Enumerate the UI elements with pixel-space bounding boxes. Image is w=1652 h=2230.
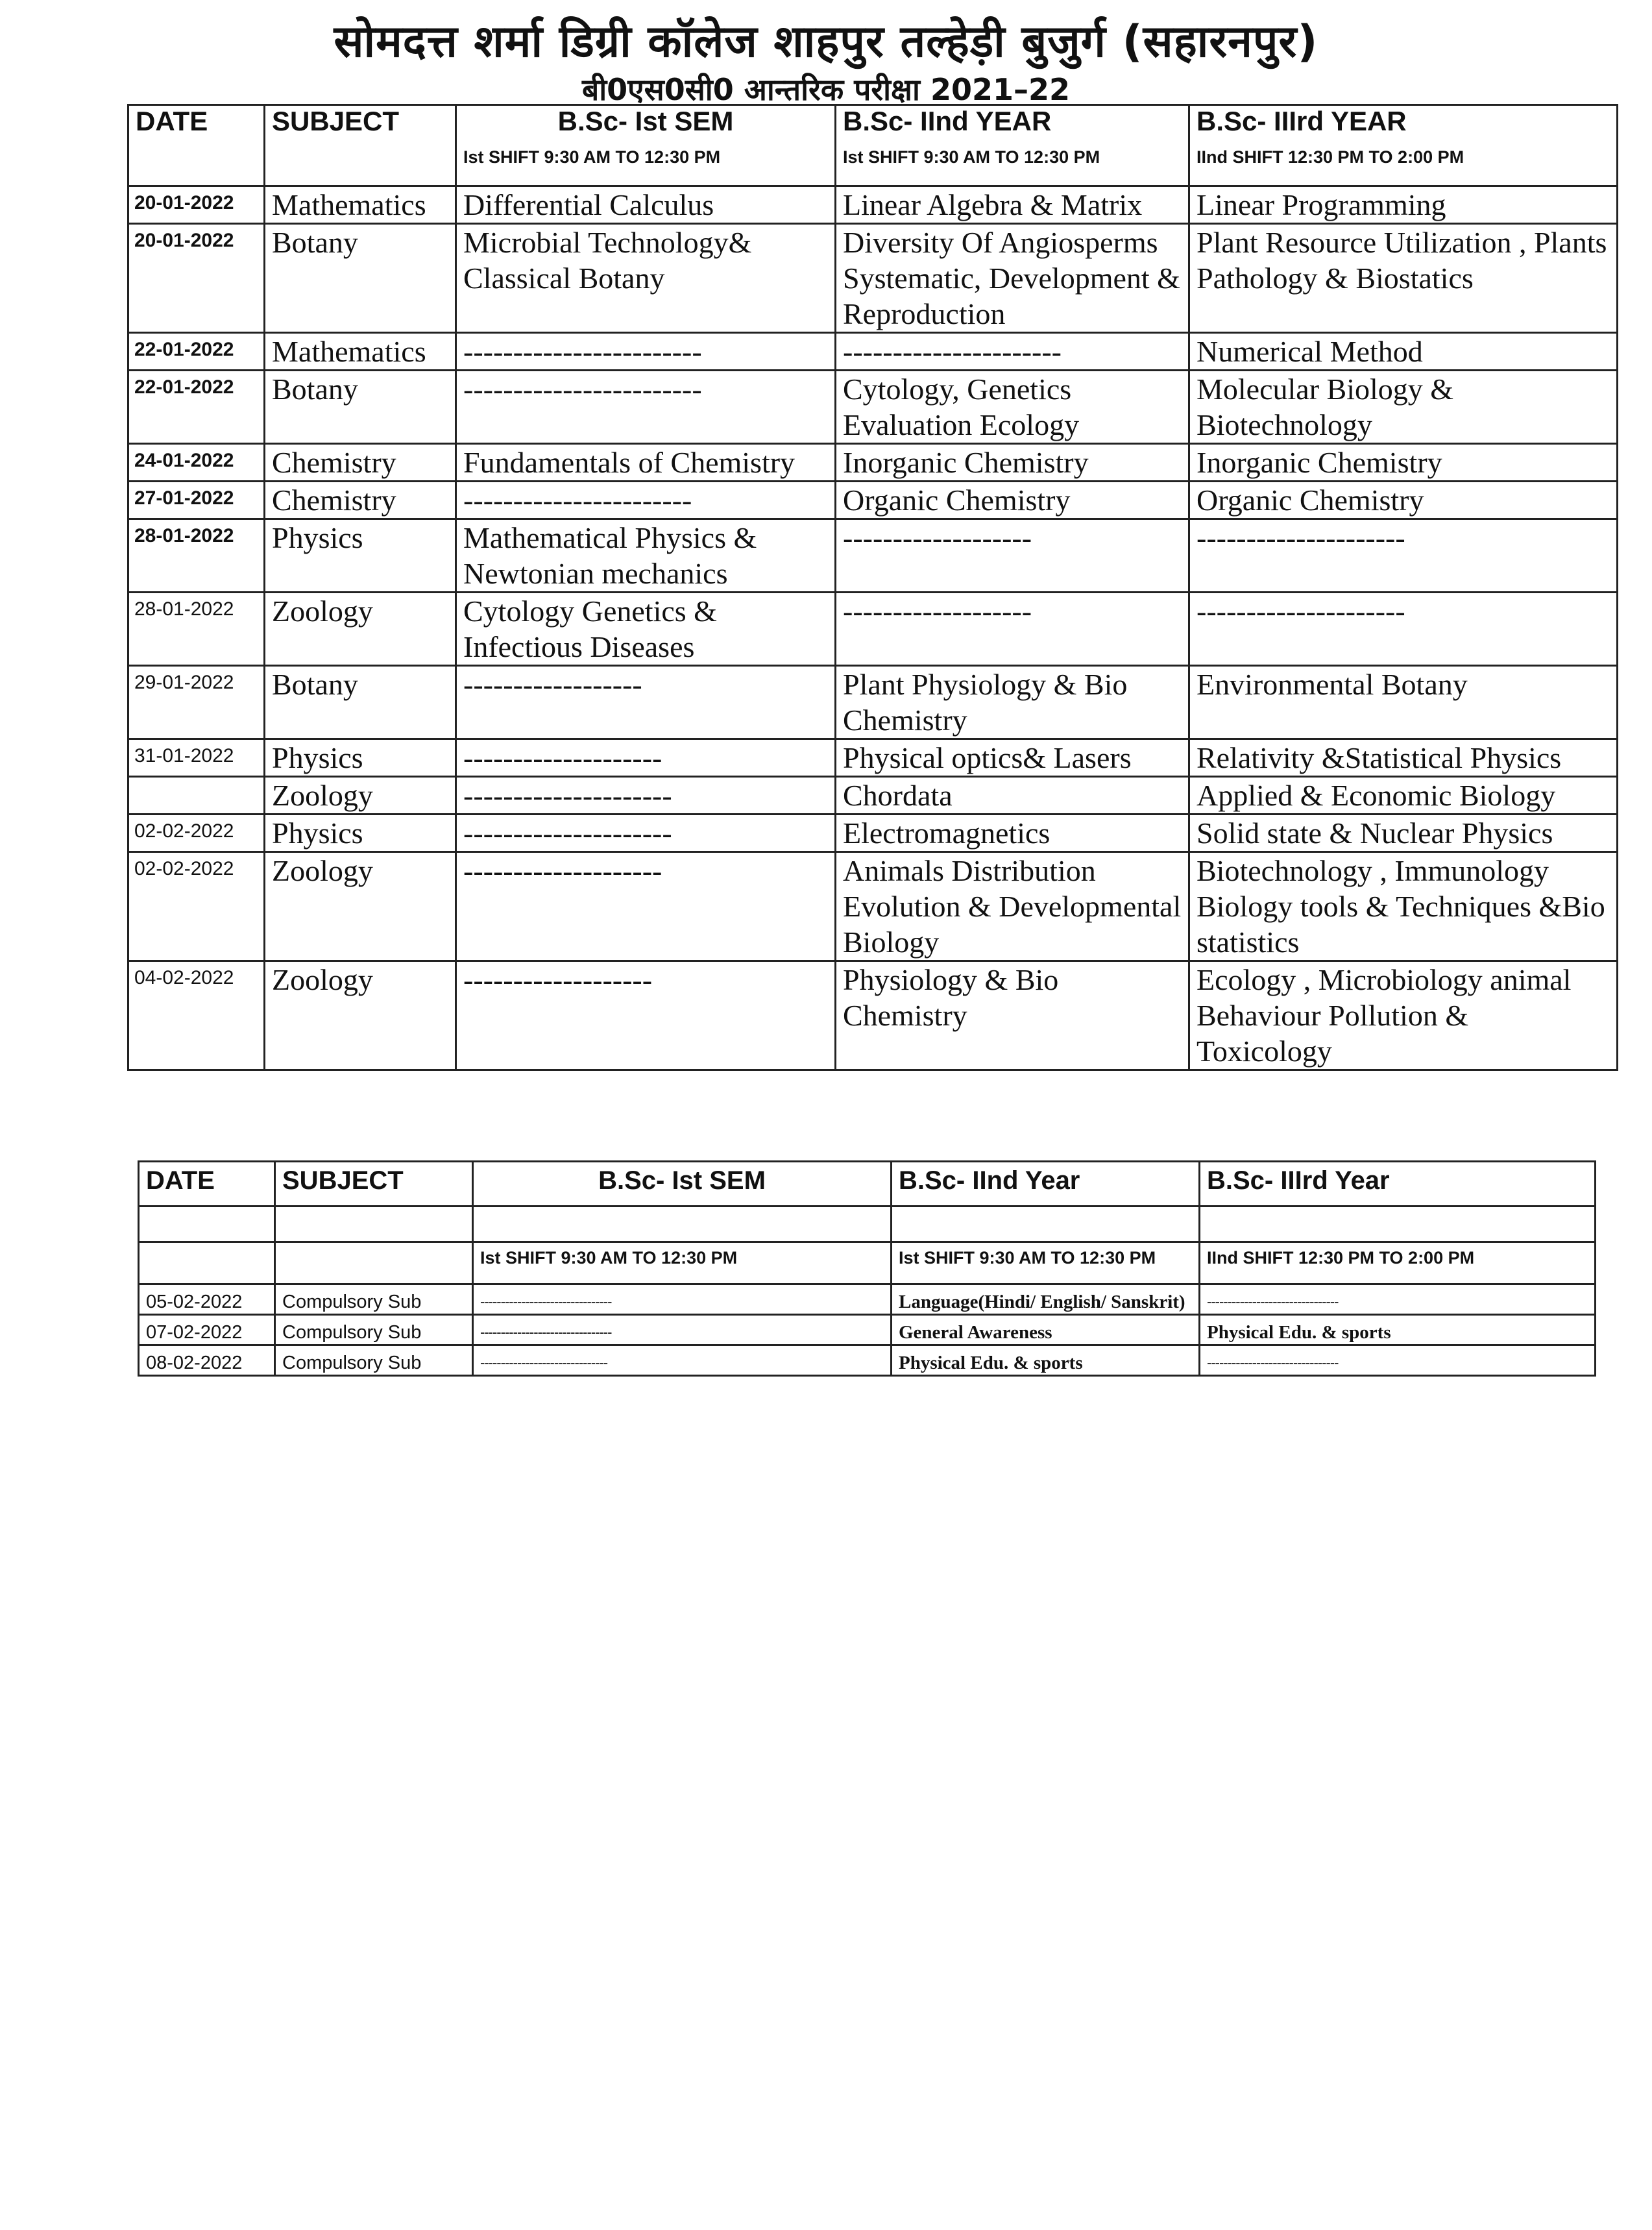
year2-cell: Plant Physiology & Bio Chemistry [836, 666, 1189, 739]
subject-cell: Compulsory Sub [275, 1315, 473, 1345]
sem1-cell: -------------------- [456, 739, 836, 777]
shift-year2: Ist SHIFT 9:30 AM TO 12:30 PM [892, 1242, 1200, 1284]
date-cell: 29-01-2022 [128, 666, 265, 739]
table-row [139, 1315, 1596, 1345]
subject-cell: Compulsory Sub [275, 1284, 473, 1315]
sem1-cell: Cytology Genetics & Infectious Diseases [456, 593, 836, 666]
shift-blank [275, 1242, 473, 1284]
shift-sem1: Ist SHIFT 9:30 AM TO 12:30 PM [456, 143, 836, 186]
year3-cell: --------------------- [1189, 519, 1618, 593]
timetable-main [127, 104, 1618, 1071]
shift-blank [139, 1242, 275, 1284]
table-row [128, 371, 1618, 444]
year2-cell: Cytology, Genetics Evaluation Ecology [836, 371, 1189, 444]
table-row [128, 961, 1618, 1070]
date-cell: 07-02-2022 [139, 1315, 275, 1345]
date-cell: 22-01-2022 [128, 333, 265, 371]
year2-cell: Physical Edu. & sports [892, 1345, 1200, 1376]
subject-cell: Physics [265, 739, 456, 777]
table-row [128, 593, 1618, 666]
blank-cell [892, 1207, 1200, 1242]
table-row [128, 666, 1618, 739]
year3-cell: Inorganic Chemistry [1189, 444, 1618, 482]
year2-cell: ------------------- [836, 519, 1189, 593]
blank-cell [139, 1207, 275, 1242]
year2-cell: Chordata [836, 777, 1189, 815]
col-header-year3: B.Sc- IIIrd YEAR [1189, 105, 1618, 144]
blank-cell [473, 1207, 892, 1242]
year3-cell: Biotechnology , Immunology Biology tools & Techniques &Bio statistics [1189, 852, 1618, 961]
blank-row [139, 1207, 1596, 1242]
year2-cell: ---------------------- [836, 333, 1189, 371]
year2-cell: Physical optics& Lasers [836, 739, 1189, 777]
table-row [128, 777, 1618, 815]
col-header-sem1: B.Sc- Ist SEM [473, 1162, 892, 1207]
date-cell: 20-01-2022 [128, 186, 265, 224]
sem1-cell: ------------------ [456, 666, 836, 739]
date-cell: 05-02-2022 [139, 1284, 275, 1315]
year2-cell: Organic Chemistry [836, 482, 1189, 519]
date-cell [128, 777, 265, 815]
table-row [128, 852, 1618, 961]
subject-cell: Zoology [265, 593, 456, 666]
col-header-year2: B.Sc- IInd Year [892, 1162, 1200, 1207]
subject-cell: Physics [265, 815, 456, 852]
table-row [128, 186, 1618, 224]
year2-cell: Physiology & Bio Chemistry [836, 961, 1189, 1070]
sem1-cell: ------------------- [456, 961, 836, 1070]
year3-cell: Numerical Method [1189, 333, 1618, 371]
sem1-cell: Differential Calculus [456, 186, 836, 224]
date-cell: 04-02-2022 [128, 961, 265, 1070]
table-row [128, 224, 1618, 333]
shift-row [139, 1242, 1596, 1284]
year3-cell: Environmental Botany [1189, 666, 1618, 739]
date-cell: 28-01-2022 [128, 593, 265, 666]
subject-cell: Zoology [265, 777, 456, 815]
year3-cell: Relativity &Statistical Physics [1189, 739, 1618, 777]
sem1-cell: Mathematical Physics & Newtonian mechanics [456, 519, 836, 593]
header-row [128, 105, 1618, 144]
year3-cell: Plant Resource Utilization , Plants Pathology & Biostatics [1189, 224, 1618, 333]
shift-blank [265, 143, 456, 186]
shift-year3: IInd SHIFT 12:30 PM TO 2:00 PM [1200, 1242, 1596, 1284]
date-cell: 08-02-2022 [139, 1345, 275, 1376]
timetable-compulsory [138, 1160, 1596, 1377]
table-row [128, 739, 1618, 777]
table-row [128, 333, 1618, 371]
year3-cell: Physical Edu. & sports [1200, 1315, 1596, 1345]
date-cell: 28-01-2022 [128, 519, 265, 593]
subject-cell: Zoology [265, 961, 456, 1070]
table-row [128, 482, 1618, 519]
col-header-sem1: B.Sc- Ist SEM [456, 105, 836, 144]
year2-cell: Animals Distribution Evolution & Developmental Biology [836, 852, 1189, 961]
shift-blank [128, 143, 265, 186]
year2-cell: Linear Algebra & Matrix [836, 186, 1189, 224]
exam-title: बी0एस0सी0 आन्तरिक परीक्षा 2021–22 [581, 72, 1071, 107]
shift-year3: IInd SHIFT 12:30 PM TO 2:00 PM [1189, 143, 1618, 186]
year3-cell: Molecular Biology & Biotechnology [1189, 371, 1618, 444]
date-cell: 02-02-2022 [128, 852, 265, 961]
year2-cell: General Awareness [892, 1315, 1200, 1345]
sem1-cell: -------------------- [456, 852, 836, 961]
subject-cell: Botany [265, 371, 456, 444]
sem1-cell: ------------------------------- [473, 1345, 892, 1376]
blank-cell [275, 1207, 473, 1242]
date-cell: 31-01-2022 [128, 739, 265, 777]
subject-cell: Compulsory Sub [275, 1345, 473, 1376]
sem1-cell: -------------------------------- [473, 1315, 892, 1345]
table-row [139, 1284, 1596, 1315]
year2-cell: Language(Hindi/ English/ Sanskrit) [892, 1284, 1200, 1315]
date-cell: 27-01-2022 [128, 482, 265, 519]
subject-cell: Botany [265, 666, 456, 739]
date-cell: 24-01-2022 [128, 444, 265, 482]
year3-cell: --------------------- [1189, 593, 1618, 666]
college-title: सोमदत्त शर्मा डिग्री कॉलेज शाहपुर तल्हेड़ी बुजुर्ग (सहारनपुर) [334, 16, 1318, 67]
sem1-cell: ------------------------ [456, 333, 836, 371]
year3-cell: Linear Programming [1189, 186, 1618, 224]
subject-cell: Zoology [265, 852, 456, 961]
table-row [139, 1345, 1596, 1376]
year3-cell: Applied & Economic Biology [1189, 777, 1618, 815]
year3-cell: Organic Chemistry [1189, 482, 1618, 519]
sem1-cell: ----------------------- [456, 482, 836, 519]
date-cell: 20-01-2022 [128, 224, 265, 333]
subject-cell: Mathematics [265, 186, 456, 224]
year3-cell: Ecology , Microbiology animal Behaviour Pollution & Toxicology [1189, 961, 1618, 1070]
sem1-cell: -------------------------------- [473, 1284, 892, 1315]
year3-cell: -------------------------------- [1200, 1345, 1596, 1376]
sem1-cell: ------------------------ [456, 371, 836, 444]
sem1-cell: Microbial Technology& Classical Botany [456, 224, 836, 333]
date-cell: 02-02-2022 [128, 815, 265, 852]
shift-sem1: Ist SHIFT 9:30 AM TO 12:30 PM [473, 1242, 892, 1284]
subject-cell: Mathematics [265, 333, 456, 371]
col-header-year3: B.Sc- IIIrd Year [1200, 1162, 1596, 1207]
blank-cell [1200, 1207, 1596, 1242]
table-row [128, 444, 1618, 482]
date-cell: 22-01-2022 [128, 371, 265, 444]
shift-year2: Ist SHIFT 9:30 AM TO 12:30 PM [836, 143, 1189, 186]
sem1-cell: --------------------- [456, 777, 836, 815]
shift-row [128, 143, 1618, 186]
year3-cell: Solid state & Nuclear Physics [1189, 815, 1618, 852]
year2-cell: Diversity Of Angiosperms Systematic, Development & Reproduction [836, 224, 1189, 333]
col-header-subject: SUBJECT [275, 1162, 473, 1207]
col-header-subject: SUBJECT [265, 105, 456, 144]
col-header-date: DATE [139, 1162, 275, 1207]
table-row [128, 519, 1618, 593]
year2-cell: ------------------- [836, 593, 1189, 666]
col-header-year2: B.Sc- IInd YEAR [836, 105, 1189, 144]
sem1-cell: Fundamentals of Chemistry [456, 444, 836, 482]
subject-cell: Botany [265, 224, 456, 333]
subject-cell: Chemistry [265, 444, 456, 482]
subject-cell: Chemistry [265, 482, 456, 519]
sem1-cell: --------------------- [456, 815, 836, 852]
year2-cell: Inorganic Chemistry [836, 444, 1189, 482]
col-header-date: DATE [128, 105, 265, 144]
year3-cell: -------------------------------- [1200, 1284, 1596, 1315]
header-row [139, 1162, 1596, 1207]
year2-cell: Electromagnetics [836, 815, 1189, 852]
table-row [128, 815, 1618, 852]
subject-cell: Physics [265, 519, 456, 593]
